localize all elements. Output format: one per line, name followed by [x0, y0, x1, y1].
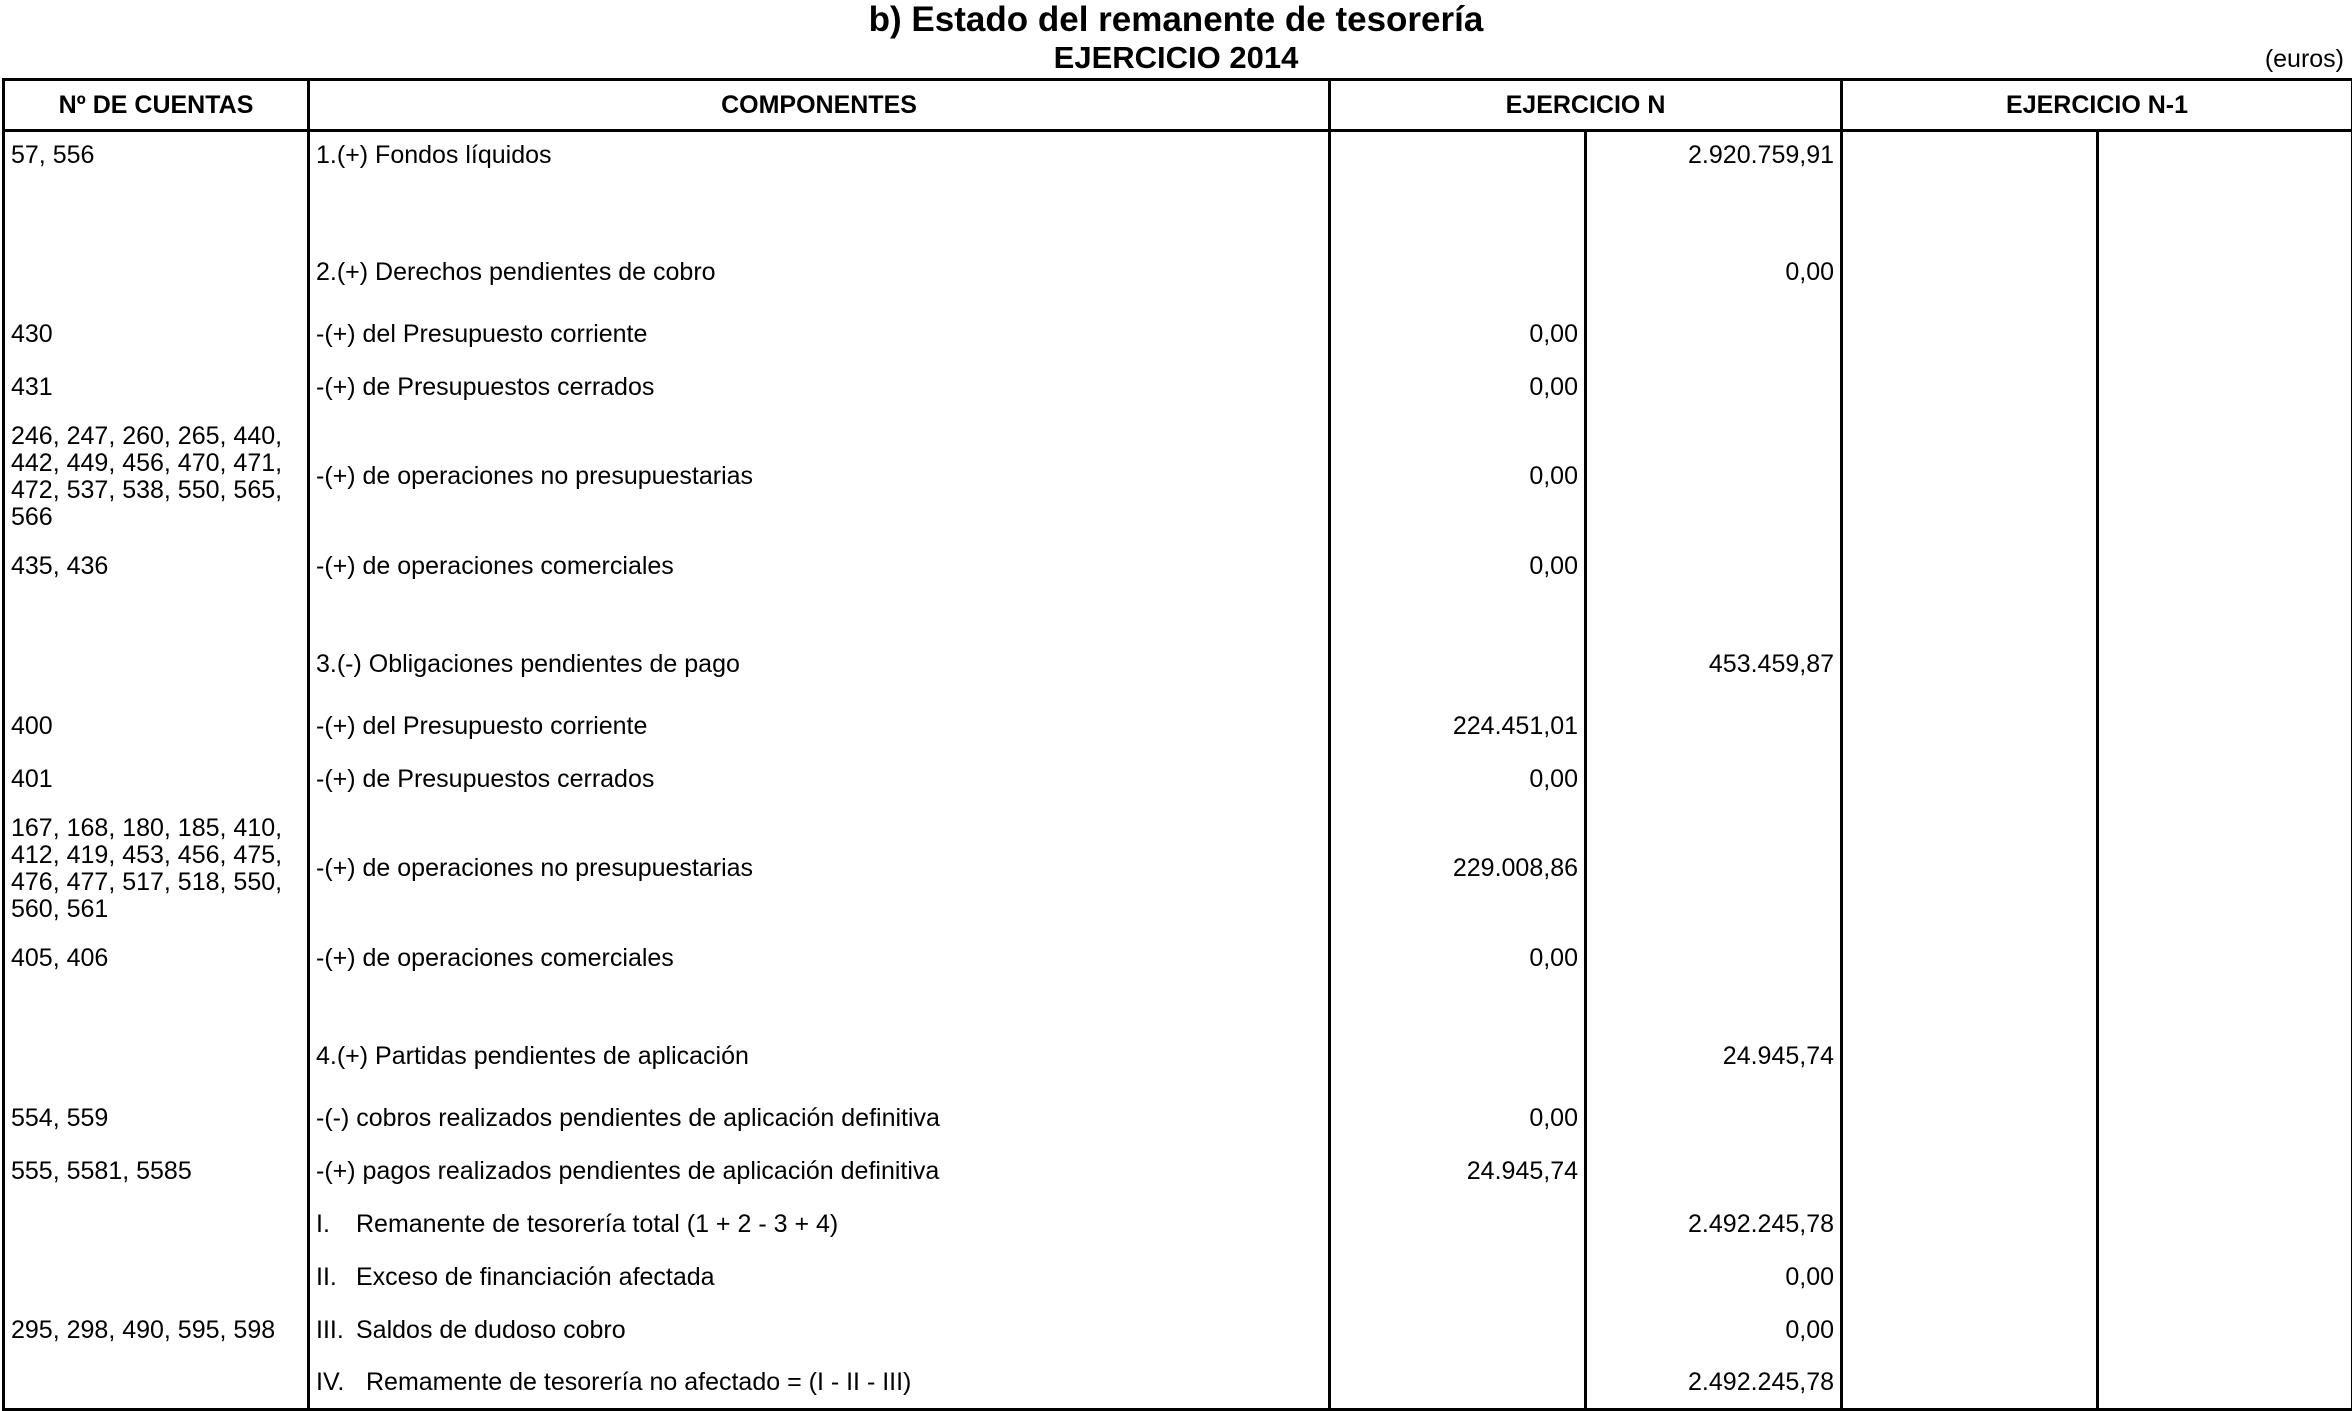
cell-ejercicio-n1-partial [1842, 1092, 2098, 1145]
cell-ejercicio-n1-partial [1842, 630, 2098, 700]
roman-numeral: IV. [316, 1369, 366, 1396]
cell-componente [309, 1304, 1330, 1357]
cell-componente: -(+) pagos realizados pendientes de aplicación definitiva [309, 1145, 1330, 1198]
cell-ejercicio-n1-partial [1842, 1304, 2098, 1357]
cell-componente: 1.(+) Fondos líquidos [309, 131, 1330, 201]
cell-cuentas: 555, 5581, 5585 [4, 1145, 309, 1198]
cell-ejercicio-n1-partial [1842, 1198, 2098, 1251]
cell-ejercicio-n-total [1586, 753, 1842, 806]
cell-ejercicio-n-partial [1330, 985, 1586, 1022]
treasury-table [2, 78, 2352, 1411]
cell-ejercicio-n-partial: 0,00 [1330, 414, 1586, 540]
cell-ejercicio-n-total: 453.459,87 [1586, 630, 1842, 700]
cell-ejercicio-n-total [1586, 1145, 1842, 1198]
cell-cuentas [4, 630, 309, 700]
cell-ejercicio-n-partial [1330, 593, 1586, 630]
cell-ejercicio-n-total [1586, 201, 1842, 238]
cell-ejercicio-n1-partial [1842, 238, 2098, 308]
cell-ejercicio-n-total [1586, 593, 1842, 630]
cell-cuentas: 435, 436 [4, 540, 309, 593]
page-subtitle: EJERCICIO 2014 [0, 40, 2352, 76]
cell-cuentas: 405, 406 [4, 932, 309, 985]
cell-ejercicio-n-partial [1330, 630, 1586, 700]
cell-componente: -(+) de operaciones no presupuestarias [309, 806, 1330, 932]
table-row [4, 932, 2352, 985]
column-header-cuentas: Nº DE CUENTAS [4, 80, 309, 131]
cell-ejercicio-n-total [1586, 985, 1842, 1022]
cell-cuentas: 401 [4, 753, 309, 806]
cell-ejercicio-n-total: 0,00 [1586, 1304, 1842, 1357]
table-row [4, 238, 2352, 308]
cell-cuentas [4, 238, 309, 308]
cell-cuentas: 430 [4, 308, 309, 361]
cell-ejercicio-n1-total [2098, 1145, 2352, 1198]
cell-cuentas [4, 985, 309, 1022]
cell-ejercicio-n1-total [2098, 1251, 2352, 1304]
cell-ejercicio-n-partial: 0,00 [1330, 540, 1586, 593]
table-row [4, 414, 2352, 540]
cell-ejercicio-n1-total [2098, 238, 2352, 308]
componente-label: Saldos de dudoso cobro [356, 1316, 626, 1344]
roman-numeral: I. [316, 1211, 356, 1238]
cell-componente: -(+) de operaciones no presupuestarias [309, 414, 1330, 540]
cell-ejercicio-n-partial: 24.945,74 [1330, 1145, 1586, 1198]
cell-ejercicio-n-total [1586, 1092, 1842, 1145]
cell-ejercicio-n-partial [1330, 238, 1586, 308]
table-row [4, 753, 2352, 806]
cell-ejercicio-n1-total [2098, 1304, 2352, 1357]
cell-cuentas [4, 1251, 309, 1304]
cell-ejercicio-n1-total [2098, 361, 2352, 414]
column-header-ejercicio-n-1: EJERCICIO N-1 [1842, 80, 2352, 131]
cell-ejercicio-n1-partial [1842, 131, 2098, 201]
table-row [4, 1145, 2352, 1198]
cell-ejercicio-n1-total [2098, 630, 2352, 700]
cell-componente: -(+) de operaciones comerciales [309, 932, 1330, 985]
cell-cuentas: 57, 556 [4, 131, 309, 201]
cell-ejercicio-n-partial: 229.008,86 [1330, 806, 1586, 932]
cell-ejercicio-n-partial [1330, 1304, 1586, 1357]
cell-ejercicio-n1-partial [1842, 985, 2098, 1022]
cell-ejercicio-n-partial: 224.451,01 [1330, 700, 1586, 753]
cell-cuentas: 431 [4, 361, 309, 414]
cell-ejercicio-n1-partial [1842, 753, 2098, 806]
cell-ejercicio-n1-partial [1842, 1251, 2098, 1304]
cell-ejercicio-n-total: 24.945,74 [1586, 1022, 1842, 1092]
table-row [4, 593, 2352, 630]
cell-ejercicio-n1-total [2098, 1198, 2352, 1251]
cell-componente [309, 1198, 1330, 1251]
cell-ejercicio-n-partial [1330, 1198, 1586, 1251]
cell-ejercicio-n-partial [1330, 201, 1586, 238]
cell-cuentas [4, 1022, 309, 1092]
cell-ejercicio-n1-total [2098, 414, 2352, 540]
table-row [4, 308, 2352, 361]
cell-ejercicio-n1-partial [1842, 932, 2098, 985]
cell-componente: 2.(+) Derechos pendientes de cobro [309, 238, 1330, 308]
cell-ejercicio-n1-partial [1842, 540, 2098, 593]
table-row [4, 1022, 2352, 1092]
cell-cuentas: 167, 168, 180, 185, 410, 412, 419, 453, 456, 475, 476, 477, 517, 518, 550, 560, 561 [4, 806, 309, 932]
componente-label: Remamente de tesorería no afectado = (I - II - III) [366, 1368, 911, 1396]
cell-cuentas: 554, 559 [4, 1092, 309, 1145]
cell-ejercicio-n-partial: 0,00 [1330, 753, 1586, 806]
table-row [4, 1304, 2352, 1357]
cell-componente [309, 201, 1330, 238]
cell-ejercicio-n1-partial [1842, 806, 2098, 932]
table-header-row [4, 80, 2352, 131]
cell-cuentas [4, 201, 309, 238]
cell-ejercicio-n1-partial [1842, 1022, 2098, 1092]
cell-ejercicio-n1-partial [1842, 308, 2098, 361]
cell-ejercicio-n-partial: 0,00 [1330, 932, 1586, 985]
table-body [4, 131, 2352, 1410]
cell-ejercicio-n1-total [2098, 985, 2352, 1022]
cell-ejercicio-n-total [1586, 414, 1842, 540]
cell-ejercicio-n1-total [2098, 700, 2352, 753]
cell-ejercicio-n-partial: 0,00 [1330, 308, 1586, 361]
cell-cuentas [4, 1357, 309, 1410]
cell-componente: -(-) cobros realizados pendientes de aplicación definitiva [309, 1092, 1330, 1145]
cell-ejercicio-n-total [1586, 932, 1842, 985]
table-row [4, 985, 2352, 1022]
cell-ejercicio-n1-partial [1842, 414, 2098, 540]
cell-ejercicio-n1-partial [1842, 700, 2098, 753]
table-row [4, 1357, 2352, 1410]
cell-ejercicio-n-total [1586, 361, 1842, 414]
table-row [4, 1092, 2352, 1145]
cell-ejercicio-n-partial: 0,00 [1330, 1092, 1586, 1145]
table-row [4, 630, 2352, 700]
column-header-componentes: COMPONENTES [309, 80, 1330, 131]
cell-ejercicio-n1-total [2098, 1022, 2352, 1092]
cell-ejercicio-n-total: 0,00 [1586, 238, 1842, 308]
cell-componente: 3.(-) Obligaciones pendientes de pago [309, 630, 1330, 700]
cell-ejercicio-n-partial [1330, 1251, 1586, 1304]
cell-cuentas: 246, 247, 260, 265, 440, 442, 449, 456, 470, 471, 472, 537, 538, 550, 565, 566 [4, 414, 309, 540]
units-label: (euros) [2265, 44, 2344, 74]
cell-ejercicio-n1-total [2098, 540, 2352, 593]
cell-ejercicio-n-total [1586, 806, 1842, 932]
cell-ejercicio-n-total: 0,00 [1586, 1251, 1842, 1304]
cell-ejercicio-n1-total [2098, 1357, 2352, 1410]
cell-ejercicio-n1-total [2098, 131, 2352, 201]
table-row [4, 131, 2352, 201]
cell-ejercicio-n-total [1586, 540, 1842, 593]
cell-ejercicio-n1-total [2098, 308, 2352, 361]
cell-componente: -(+) de operaciones comerciales [309, 540, 1330, 593]
cell-ejercicio-n-partial [1330, 1022, 1586, 1092]
table-row [4, 540, 2352, 593]
table-row [4, 806, 2352, 932]
cell-ejercicio-n1-partial [1842, 1145, 2098, 1198]
cell-componente: -(+) de Presupuestos cerrados [309, 753, 1330, 806]
cell-componente: -(+) del Presupuesto corriente [309, 700, 1330, 753]
cell-ejercicio-n1-partial [1842, 201, 2098, 238]
cell-ejercicio-n1-total [2098, 932, 2352, 985]
cell-ejercicio-n1-partial [1842, 593, 2098, 630]
roman-numeral: III. [316, 1317, 356, 1344]
cell-ejercicio-n-total: 2.492.245,78 [1586, 1198, 1842, 1251]
cell-ejercicio-n1-partial [1842, 1357, 2098, 1410]
cell-ejercicio-n1-total [2098, 201, 2352, 238]
page-title: b) Estado del remanente de tesorería [0, 0, 2352, 40]
table-row [4, 700, 2352, 753]
cell-ejercicio-n1-total [2098, 806, 2352, 932]
cell-ejercicio-n1-partial [1842, 361, 2098, 414]
cell-cuentas: 295, 298, 490, 595, 598 [4, 1304, 309, 1357]
roman-numeral: II. [316, 1264, 356, 1291]
cell-componente: 4.(+) Partidas pendientes de aplicación [309, 1022, 1330, 1092]
cell-componente: -(+) del Presupuesto corriente [309, 308, 1330, 361]
cell-ejercicio-n1-total [2098, 753, 2352, 806]
table-row [4, 1251, 2352, 1304]
cell-componente [309, 1251, 1330, 1304]
cell-ejercicio-n-total [1586, 308, 1842, 361]
table-row [4, 361, 2352, 414]
cell-ejercicio-n-partial [1330, 131, 1586, 201]
cell-componente [309, 593, 1330, 630]
cell-cuentas [4, 593, 309, 630]
cell-ejercicio-n-total: 2.492.245,78 [1586, 1357, 1842, 1410]
column-header-ejercicio-n: EJERCICIO N [1330, 80, 1842, 131]
cell-ejercicio-n-total: 2.920.759,91 [1586, 131, 1842, 201]
cell-componente [309, 1357, 1330, 1410]
componente-label: Remanente de tesorería total (1 + 2 - 3 + 4) [356, 1210, 838, 1238]
cell-ejercicio-n1-total [2098, 593, 2352, 630]
componente-label: Exceso de financiación afectada [356, 1263, 715, 1291]
cell-ejercicio-n-partial [1330, 1357, 1586, 1410]
cell-cuentas: 400 [4, 700, 309, 753]
cell-componente: -(+) de Presupuestos cerrados [309, 361, 1330, 414]
cell-ejercicio-n-total [1586, 700, 1842, 753]
cell-componente [309, 985, 1330, 1022]
cell-ejercicio-n1-total [2098, 1092, 2352, 1145]
table-row [4, 201, 2352, 238]
table-row [4, 1198, 2352, 1251]
cell-cuentas [4, 1198, 309, 1251]
cell-ejercicio-n-partial: 0,00 [1330, 361, 1586, 414]
